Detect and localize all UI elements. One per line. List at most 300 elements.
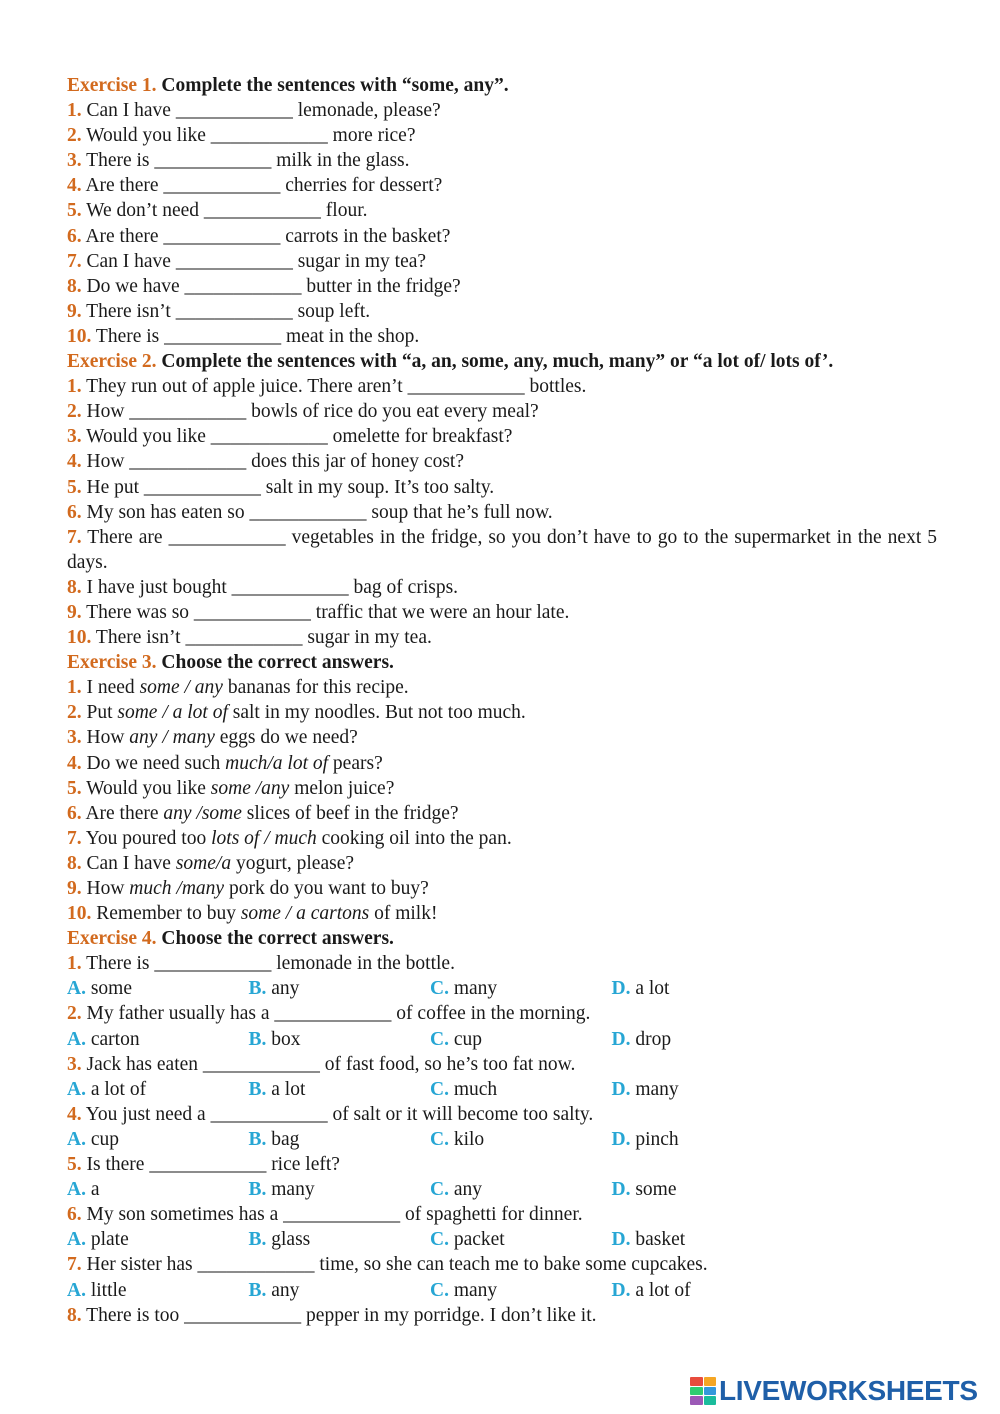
option [249,976,431,1001]
question-text-end: omelette for breakfast? [332,426,513,448]
option [430,1027,612,1052]
option-text: any [271,978,300,1000]
exercise-heading [67,926,937,951]
option-text: a lot of [90,1078,147,1100]
question-text-end: cooking oil into the pan. [321,827,512,849]
logo-block [704,1396,717,1405]
option-text: pinch [635,1128,679,1150]
options-row [67,1027,937,1052]
question-line [67,148,937,173]
option-letter: A. [67,1229,86,1251]
option [67,1127,249,1152]
option-text: any [453,1179,482,1201]
question-number: 7. [67,250,82,272]
question-text-start: There is [95,325,160,347]
question-text-start: My son has eaten so [86,501,245,523]
logo-block [690,1387,703,1396]
question-line [67,198,937,223]
option-letter: D. [611,1128,631,1150]
logo-block [690,1377,703,1386]
question-text-start: You poured too [85,827,207,849]
question-line [67,324,937,349]
exercise-heading [67,650,937,675]
question-number: 9. [67,601,82,623]
worksheet [67,73,937,1328]
question-line [67,951,937,976]
answer-blank: ____________ [210,426,328,448]
question-line [67,249,937,274]
option-text: a lot of [635,1279,691,1301]
answer-blank: ____________ [274,1003,392,1025]
question-number: 9. [67,300,82,322]
question-line [67,725,937,750]
option-letter: B. [248,1229,267,1251]
option-letter: D. [611,1279,631,1301]
exercise-label: Exercise 2. [67,351,157,373]
question-line [67,876,937,901]
option [249,1278,431,1303]
option-letter: A. [67,1078,86,1100]
question-line [67,751,937,776]
option [612,1177,794,1202]
question-text-end: butter in the fridge? [306,275,461,297]
question-line [67,1252,937,1277]
question-line [67,700,937,725]
question-line [67,851,937,876]
question-line [67,675,937,700]
question-text-end: meat in the shop. [286,325,420,347]
option-letter: A. [67,1179,86,1201]
option [430,1227,612,1252]
question-number: 5. [67,476,82,498]
option-text: cup [90,1128,119,1150]
question-number: 8. [67,1304,82,1326]
options-row [67,1077,937,1102]
question-number: 7. [67,1254,82,1276]
exercise-instruction: Complete the sentences with “some, any”. [161,75,509,96]
options-row [67,1278,937,1303]
option [612,1227,794,1252]
question-text-end: traffic that we were an hour late. [315,601,570,623]
answer-choices: some/a [175,852,232,874]
question-text-end: bananas for this recipe. [227,677,409,699]
option-letter: C. [430,1279,449,1301]
answer-choices: some / a lot of [117,702,228,724]
question-text-start: Would you like [86,777,206,799]
option [67,1177,249,1202]
option [67,1027,249,1052]
exercise-label: Exercise 4. [67,928,157,950]
question-text-start: Are there [85,225,159,247]
question-line [67,399,937,424]
option-letter: B. [248,1128,267,1150]
question-number: 3. [67,1053,82,1075]
logo-block [690,1396,703,1405]
question-line [67,901,937,926]
option-letter: D. [611,1179,631,1201]
option-text: many [635,1078,679,1100]
question-text-start: Jack has eaten [86,1053,199,1075]
question-line [67,475,937,500]
option [430,1077,612,1102]
question-number: 3. [67,426,82,448]
answer-choices: any / many [129,727,215,749]
option [430,1127,612,1152]
option-letter: C. [430,1229,449,1251]
question-text-end: bottles. [529,376,587,398]
question-text-start: Would you like [86,125,206,147]
question-number: 8. [67,576,82,598]
option [67,1077,249,1102]
answer-blank: ____________ [129,451,247,473]
answer-choices: some / any [139,677,223,699]
option-text: carton [90,1028,140,1050]
question-text-start: How [86,401,125,423]
option [249,1127,431,1152]
question-line [67,776,937,801]
question-text-start: There is too [86,1304,180,1326]
question-number: 4. [67,451,82,473]
question-line [67,625,937,650]
question-text-end: of coffee in the morning. [396,1003,591,1025]
question-text-end: lemonade in the bottle. [276,953,455,975]
question-number: 5. [67,777,82,799]
question-line [67,525,937,575]
question-line [67,173,937,198]
question-line [67,424,937,449]
question-text-end: vegetables in the fridge, so you don’t have to go to the supermarket in the next 5 days. [67,526,937,573]
options-row [67,976,937,1001]
option-text: basket [635,1229,686,1251]
option-text: much [453,1078,498,1100]
option-text: many [453,978,498,1000]
answer-blank: ____________ [154,953,272,975]
question-number: 1. [67,376,82,398]
question-line [67,449,937,474]
question-text-start: Are there [85,175,159,197]
exercise-instruction: Complete the sentences with “a, an, some, any, much, many” or “a lot of/ lots of’. [161,351,834,373]
answer-blank: ____________ [163,225,281,247]
options-row [67,1177,937,1202]
question-text-end: pears? [332,752,383,774]
option-letter: C. [430,1179,449,1201]
question-text-start: Can I have [86,100,171,122]
question-text-end: soup that he’s full now. [371,501,553,523]
question-text-start: My son sometimes has a [86,1204,279,1226]
question-line [67,1303,937,1328]
question-text-start: There are [87,526,163,548]
answer-blank: ____________ [129,401,247,423]
question-line [67,1152,937,1177]
question-number: 5. [67,1154,82,1176]
question-number: 7. [67,827,82,849]
question-number: 6. [67,802,82,824]
question-number: 9. [67,878,82,899]
question-text-start: How [86,878,125,899]
option [67,1227,249,1252]
question-text-end: sugar in my tea? [297,250,427,272]
answer-blank: ____________ [407,376,525,398]
option-letter: C. [430,1078,449,1100]
question-text-end: slices of beef in the fridge? [246,802,459,824]
option-letter: D. [611,1229,631,1251]
question-number: 6. [67,225,82,247]
question-text-start: There isn’t [95,627,181,649]
logo-blocks-icon [690,1377,716,1405]
question-text-end: sugar in my tea. [307,627,432,649]
answer-blank: ____________ [175,100,293,122]
question-text-start: They run out of apple juice. There aren’t [86,376,403,398]
question-number: 8. [67,275,82,297]
question-number: 1. [67,677,82,699]
question-text-end: more rice? [332,125,416,147]
question-line [67,299,937,324]
question-text-end: of fast food, so he’s too fat now. [324,1053,576,1075]
question-text-end: milk in the glass. [276,150,410,172]
logo-block [704,1377,717,1386]
question-line [67,801,937,826]
exercise-heading [67,73,937,98]
question-line [67,826,937,851]
option-text: some [90,978,133,1000]
question-text-end: soup left. [297,300,371,322]
answer-blank: ____________ [283,1204,401,1226]
answer-blank: ____________ [164,325,282,347]
question-line [67,224,937,249]
option [612,1278,794,1303]
question-number: 3. [67,150,82,172]
question-text-start: Put [86,702,113,724]
question-number: 4. [67,752,82,774]
question-text-start: How [86,727,125,749]
exercise-instruction: Choose the correct answers. [161,652,394,674]
answer-blank: ____________ [202,1053,320,1075]
question-line [67,600,937,625]
question-text-end: does this jar of honey cost? [251,451,464,473]
option [612,1127,794,1152]
option-letter: C. [430,1028,449,1050]
option [430,1278,612,1303]
option [67,976,249,1001]
question-text-start: I have just bought [86,576,227,598]
option-letter: B. [248,978,267,1000]
option-letter: D. [611,978,631,1000]
option-text: glass [271,1229,311,1251]
answer-blank: ____________ [175,300,293,322]
question-number: 10. [67,627,92,649]
answer-blank: ____________ [154,150,272,172]
answer-blank: ____________ [210,125,328,147]
question-text-start: Remember to buy [96,903,236,925]
option-text: a [90,1179,100,1201]
option [249,1027,431,1052]
question-text-start: Would you like [86,426,206,448]
answer-blank: ____________ [168,526,286,548]
option-text: a lot [271,1078,306,1100]
question-line [67,1052,937,1077]
option [430,976,612,1001]
question-text-start: You just need a [85,1103,206,1125]
option-text: a lot [635,978,670,1000]
question-number: 4. [67,175,82,197]
question-line [67,123,937,148]
question-number: 7. [67,526,82,548]
question-line [67,1202,937,1227]
question-number: 10. [67,903,92,925]
answer-choices: much /many [129,878,225,899]
options-row [67,1227,937,1252]
question-text-end: eggs do we need? [219,727,358,749]
exercise-instruction: Choose the correct answers. [161,928,394,950]
question-line [67,98,937,123]
question-text-start: There was so [86,601,190,623]
option-text: box [271,1028,301,1050]
question-text-end: melon juice? [294,777,395,799]
question-text-start: I need [86,677,135,699]
question-text-end: cherries for dessert? [285,175,443,197]
option-text: any [271,1279,300,1301]
question-number: 8. [67,852,82,874]
question-text-end: of spaghetti for dinner. [404,1204,583,1226]
answer-blank: ____________ [193,601,311,623]
question-text-end: salt in my soup. It’s too salty. [265,476,495,498]
question-line [67,1001,937,1026]
question-text-end: carrots in the basket? [285,225,451,247]
question-text-start: My father usually has a [86,1003,270,1025]
question-line [67,1102,937,1127]
answer-choices: any /some [163,802,242,824]
option-text: bag [271,1128,300,1150]
question-number: 2. [67,1003,82,1025]
answer-blank: ____________ [197,1254,315,1276]
answer-blank: ____________ [203,200,321,222]
option-letter: B. [248,1279,267,1301]
answer-blank: ____________ [185,627,303,649]
option-letter: A. [67,978,86,1000]
exercise-label: Exercise 1. [67,75,157,96]
answer-blank: ____________ [149,1154,267,1176]
option-letter: D. [611,1078,631,1100]
option-text: some [635,1179,677,1201]
question-text-start: Is there [86,1154,145,1176]
question-number: 4. [67,1103,82,1125]
question-number: 2. [67,125,82,147]
option-text: many [271,1179,315,1201]
answer-blank: ____________ [184,275,302,297]
question-text-end: salt in my noodles. But not too much. [232,702,526,724]
option [430,1177,612,1202]
question-text-start: Do we need such [86,752,221,774]
option [612,1027,794,1052]
question-line [67,274,937,299]
option [612,1077,794,1102]
answer-blank: ____________ [231,576,349,598]
answer-blank: ____________ [143,476,261,498]
question-text-end: pepper in my porridge. I don’t like it. [306,1304,597,1326]
question-text-start: Are there [85,802,159,824]
question-text-start: Do we have [86,275,180,297]
question-text-end: of salt or it will become too salty. [332,1103,594,1125]
answer-blank: ____________ [249,501,367,523]
question-number: 2. [67,702,82,724]
question-text-end: yogurt, please? [235,852,355,874]
option-text: plate [90,1229,129,1251]
option-letter: D. [611,1028,631,1050]
question-line [67,500,937,525]
option [612,976,794,1001]
question-text-start: How [86,451,125,473]
option-letter: B. [248,1179,267,1201]
option-letter: C. [430,1128,449,1150]
question-text-start: Her sister has [86,1254,193,1276]
exercise-label: Exercise 3. [67,652,157,674]
question-number: 6. [67,501,82,523]
question-line [67,374,937,399]
option-letter: A. [67,1028,86,1050]
question-text-end: lemonade, please? [297,100,441,122]
answer-choices: much/a lot of [225,752,329,774]
question-text-start: Can I have [86,250,171,272]
answer-blank: ____________ [163,175,281,197]
option-letter: A. [67,1128,86,1150]
answer-choices: some /any [210,777,290,799]
option [67,1278,249,1303]
question-text-end: bag of crisps. [353,576,459,598]
option-letter: A. [67,1279,86,1301]
option-text: kilo [453,1128,485,1150]
option [249,1227,431,1252]
question-text-end: bowls of rice do you eat every meal? [251,401,539,423]
option [249,1177,431,1202]
option-text: packet [453,1229,505,1251]
question-text-start: He put [86,476,140,498]
question-text-end: rice left? [271,1154,340,1176]
question-text-start: There is [86,953,150,975]
exercise-heading [67,349,937,374]
option-text: many [453,1279,498,1301]
option-letter: B. [248,1078,267,1100]
logo-text: LIVEWORKSHEETS [719,1375,978,1406]
option-text: little [90,1279,127,1301]
option-letter: B. [248,1028,267,1050]
question-number: 1. [67,100,82,122]
question-number: 5. [67,200,82,222]
question-number: 2. [67,401,82,423]
question-number: 10. [67,325,92,347]
answer-choices: some / a cartons [240,903,370,925]
answer-blank: ____________ [175,250,293,272]
option-letter: C. [430,978,449,1000]
question-text-start: We don’t need [86,200,200,222]
answer-blank: ____________ [184,1304,302,1326]
question-line [67,575,937,600]
question-text-end: flour. [325,200,368,222]
question-number: 6. [67,1204,82,1226]
question-text-end: of milk! [374,903,438,925]
question-text-start: Can I have [86,852,171,874]
option-text: drop [635,1028,672,1050]
question-number: 1. [67,953,82,975]
option-text: cup [453,1028,482,1050]
options-row [67,1127,937,1152]
question-number: 3. [67,727,82,749]
question-text-end: time, so she can teach me to bake some cupcakes. [319,1254,708,1276]
liveworksheets-logo [690,1374,978,1408]
option [249,1077,431,1102]
question-text-start: There is [86,150,150,172]
question-text-end: pork do you want to buy? [228,878,429,899]
answer-blank: ____________ [210,1103,328,1125]
